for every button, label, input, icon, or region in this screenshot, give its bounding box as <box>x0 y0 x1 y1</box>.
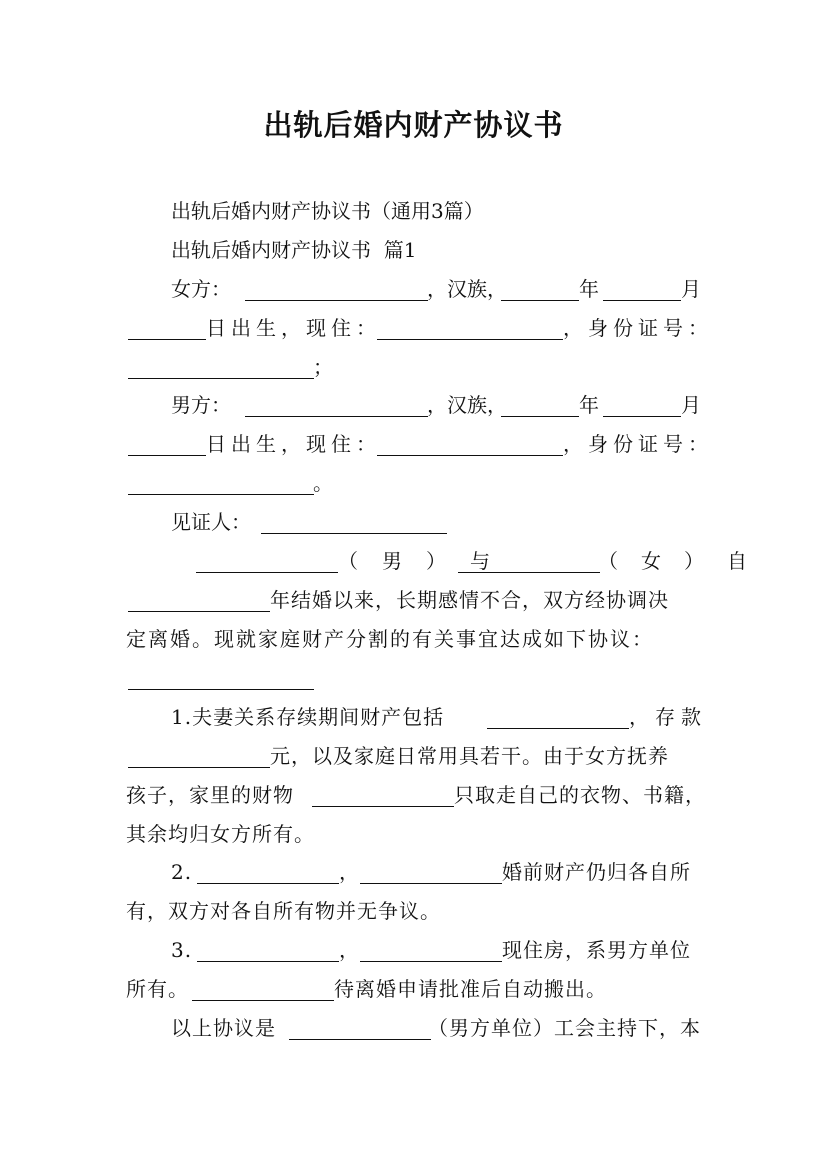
intro-line-2 <box>0 581 827 619</box>
clause1-line-2 <box>0 737 827 775</box>
section-heading-text: 出轨后婚内财产协议书 篇1 <box>171 238 417 262</box>
clause3-blank-3 <box>192 974 334 1001</box>
intro-line-4 <box>0 659 827 697</box>
intro-married: 年结婚以来，长期感情不合，双方经协调决 <box>270 588 669 612</box>
closing-b: （男方单位）工会主持下，本 <box>428 1016 701 1040</box>
man-name-blank <box>245 390 428 417</box>
man-day-blank <box>128 429 206 456</box>
woman-name-blank <box>245 274 428 301</box>
clause1-f: 其余均归女方所有。 <box>126 822 315 846</box>
man-id-blank <box>128 468 314 495</box>
deposit-blank <box>128 741 270 768</box>
clause1-c: 元，以及家庭日常用具若干。由于女方抚养 <box>270 744 669 768</box>
witness-blank <box>261 507 447 534</box>
intro-male: （男）与 <box>338 549 514 573</box>
clause3-a: 3. <box>171 938 193 962</box>
witness-label: 见证人： <box>171 510 251 534</box>
union-blank <box>289 1013 431 1040</box>
clause2-a: 2. <box>171 860 193 884</box>
clause2-line-2 <box>0 892 827 930</box>
woman-ethnicity: ，汉族， <box>427 277 507 301</box>
woman-year-blank <box>501 274 579 301</box>
female-party-blank <box>458 546 600 573</box>
clause1-line-1 <box>0 698 827 736</box>
male-party-blank <box>196 546 338 573</box>
document-subtitle <box>0 192 827 230</box>
woman-month-blank <box>603 274 681 301</box>
woman-address-blank <box>377 313 563 340</box>
woman-month-label: 月 <box>681 277 701 301</box>
clause1-e: 只取走自己的衣物、书籍， <box>454 783 706 807</box>
woman-born-address: 日出生，现住： <box>206 316 381 340</box>
property-blank <box>487 702 629 729</box>
agreement-blank <box>128 663 314 690</box>
woman-id-label: ，身份证号： <box>563 316 713 340</box>
woman-label: 女方： <box>171 277 231 301</box>
clause2-blank-1 <box>197 857 339 884</box>
belongings-blank <box>312 780 454 807</box>
section-heading <box>0 231 827 269</box>
marriage-year-blank <box>128 585 270 612</box>
man-end: 。 <box>313 471 333 495</box>
woman-day-blank <box>128 313 206 340</box>
intro-line-3 <box>0 620 827 658</box>
man-ethnicity: ，汉族， <box>427 393 507 417</box>
woman-line-1 <box>0 270 827 308</box>
man-line-2 <box>0 425 827 463</box>
clause3-blank-1 <box>197 935 339 962</box>
closing-line <box>0 1009 827 1047</box>
man-id-label: ，身份证号： <box>563 432 713 456</box>
man-line-3 <box>0 464 827 502</box>
clause3-e: 待离婚申请批准后自动搬出。 <box>334 977 607 1001</box>
clause3-line-1 <box>0 931 827 969</box>
clause2-blank-2 <box>360 857 502 884</box>
man-born-address: 日出生，现住： <box>206 432 381 456</box>
man-month-label: 月 <box>681 393 701 417</box>
closing-a: 以上协议是 <box>171 1016 276 1040</box>
clause1-d: 孩子，家里的财物 <box>126 783 294 807</box>
clause3-blank-2 <box>360 935 502 962</box>
clause2-d: 有，双方对各自所有物并无争议。 <box>126 899 441 923</box>
clause2-line-1 <box>0 853 827 891</box>
clause3-b: ， <box>339 938 360 962</box>
woman-year-label: 年 <box>579 277 599 301</box>
intro-decision: 定离婚。现就家庭财产分割的有关事宜达成如下协议： <box>126 627 654 651</box>
man-year-blank <box>501 390 579 417</box>
intro-female: （女）自 <box>598 549 770 573</box>
man-address-blank <box>377 429 563 456</box>
clause1-a: 1.夫妻关系存续期间财产包括 <box>171 705 445 729</box>
clause1-line-3 <box>0 776 827 814</box>
woman-line-2 <box>0 309 827 347</box>
clause2-c: 婚前财产仍归各自所 <box>502 860 691 884</box>
man-year-label: 年 <box>579 393 599 417</box>
clause1-line-4 <box>0 815 827 853</box>
intro-line-1 <box>0 542 827 580</box>
woman-line-3 <box>0 348 827 386</box>
document-title: 出轨后婚内财产协议书 <box>263 108 564 142</box>
clause2-b: ， <box>339 860 360 884</box>
clause3-c: 现住房，系男方单位 <box>502 938 691 962</box>
subtitle-text: 出轨后婚内财产协议书（通用3篇） <box>171 199 484 223</box>
woman-end: ； <box>313 355 333 379</box>
man-month-blank <box>603 390 681 417</box>
clause1-b: ，存款 <box>629 705 707 729</box>
woman-id-blank <box>128 352 314 379</box>
man-line-1 <box>0 386 827 424</box>
clause3-d: 所有。 <box>126 977 189 1001</box>
man-label: 男方： <box>171 393 231 417</box>
clause3-line-2 <box>0 970 827 1008</box>
witness-line <box>0 503 827 541</box>
